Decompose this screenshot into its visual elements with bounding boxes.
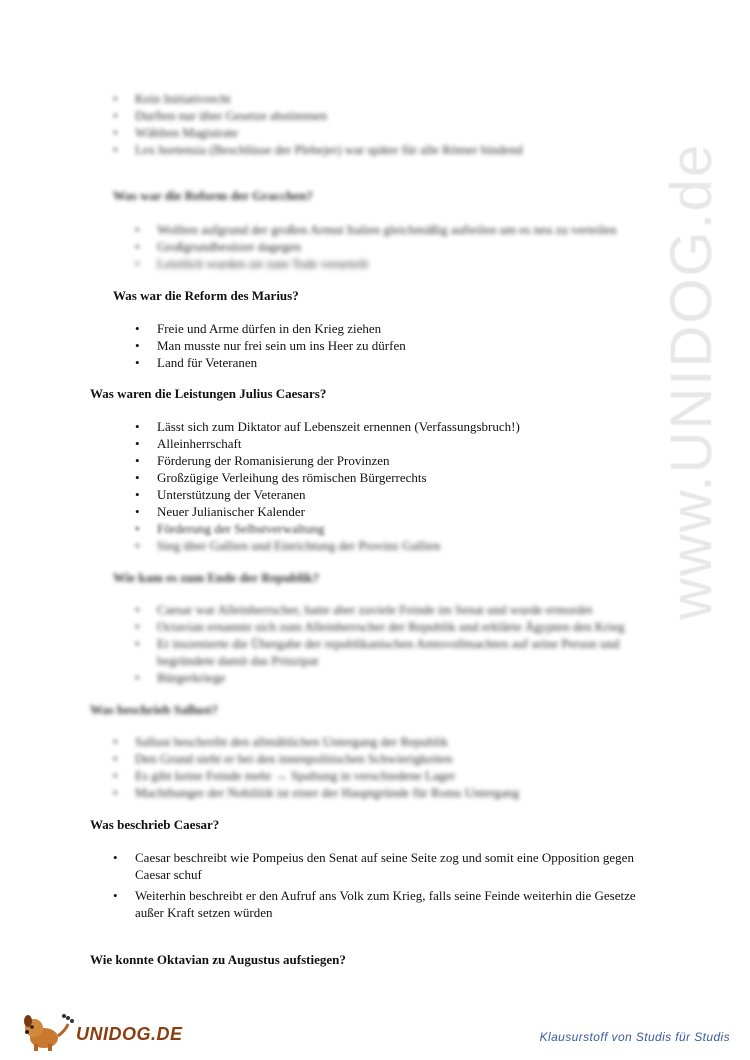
list-item: • Wollten aufgrund der großen Armut Italien gleichmäßig aufteilen um es neu zu verteilen	[157, 221, 617, 238]
section-heading-ende-republik: Wie kam es zum Ende der Republik?	[113, 570, 320, 585]
list-item: • Letztlich wurden sie zum Tode verurteilt	[157, 255, 617, 272]
list-item: • Kein Initiativrecht	[135, 90, 523, 107]
section-heading-gracchen: Was war die Reform der Gracchen?	[113, 188, 313, 203]
list-item: • Förderung der Selbstverwaltung	[157, 520, 520, 537]
list-item: • Großgrundbesitzer dagegen	[157, 238, 617, 255]
list-item: • Lex hortensia (Beschlüsse der Plebejer) war später für alle Römer bindend	[135, 141, 523, 158]
list-item: • Man musste nur frei sein um ins Heer zu dürfen	[157, 337, 406, 354]
list-item: • Wählten Magistrate	[135, 124, 523, 141]
list-item: • Bürgerkriege	[157, 669, 657, 686]
list-item: • Neuer Julianischer Kalender	[157, 503, 520, 520]
footer-tagline: Klausurstoff von Studis für Studis	[539, 1030, 730, 1044]
list-item: • Freie und Arme dürfen in den Krieg ziehen	[157, 320, 406, 337]
section-heading-sallust: Was beschrieb Sallust?	[90, 702, 218, 717]
section-heading-caesar-leistungen: Was waren die Leistungen Julius Caesars?	[90, 386, 327, 401]
list-item: • Förderung der Romanisierung der Provinzen	[157, 452, 520, 469]
list-item: • Sieg über Gallien und Einrichtung der Provinz Gallien	[157, 537, 520, 554]
list-item: • Machthunger der Nobilität ist einer der Hauptgründe für Roms Untergang	[135, 784, 519, 801]
marius-list	[157, 320, 406, 371]
list-item: • Weiterhin beschreibt er den Aufruf ans Volk zum Krieg, falls seine Feinde weiterhin die Gesetze außer Kraft setzen würden	[135, 887, 640, 921]
list-item: • Caesar war Alleinherrscher, hatte aber zuviele Feinde im Senat und wurde ermordet	[157, 601, 657, 618]
caesar-leistungen-list	[157, 418, 520, 554]
list-item: • Lässt sich zum Diktator auf Lebenszeit ernennen (Verfassungsbruch!)	[157, 418, 520, 435]
watermark: www.UNIDOG.de	[659, 142, 724, 620]
list-item: • Den Grund sieht er bei den innenpolitischen Schwierigkeiten	[135, 750, 519, 767]
list-item: • Alleinherrschaft	[157, 435, 520, 452]
section-heading-marius: Was war die Reform des Marius?	[113, 288, 299, 303]
logo-text: UNIDOG.DE	[76, 1024, 183, 1044]
list-item: • Unterstützung der Veteranen	[157, 486, 520, 503]
list-item: • Durften nur über Gesetze abstimmen	[135, 107, 523, 124]
section-heading-oktavian: Wie konnte Oktavian zu Augustus aufstiegen?	[90, 952, 346, 967]
dog-icon	[22, 1012, 76, 1052]
gracchen-list	[157, 221, 617, 272]
unidog-logo	[22, 1012, 183, 1052]
top-blurred-list	[135, 90, 523, 158]
list-item: • Er inszenierte die Übergabe der republikanischen Amtsvollmachten auf seine Person und begründete damit das Prinzipat	[157, 635, 657, 669]
list-item: • Octavian ernannte sich zum Alleinherrscher der Republik und erklärte Ägypten den Krieg	[157, 618, 657, 635]
caesar-beschrieb-list	[135, 849, 640, 921]
list-item: • Es gibt keine Feinde mehr → Spaltung in verschiedene Lager	[135, 767, 519, 784]
list-item: • Großzügige Verleihung des römischen Bürgerrechts	[157, 469, 520, 486]
sallust-list	[135, 733, 519, 801]
list-item: • Sallust beschreibt den allmählichen Untergang der Republik	[135, 733, 519, 750]
list-item: • Land für Veteranen	[157, 354, 406, 371]
ende-republik-list	[157, 601, 657, 686]
section-heading-caesar-beschrieb: Was beschrieb Caesar?	[90, 817, 220, 832]
list-item: • Caesar beschreibt wie Pompeius den Senat auf seine Seite zog und somit eine Opposition gegen Caesar schuf	[135, 849, 640, 883]
